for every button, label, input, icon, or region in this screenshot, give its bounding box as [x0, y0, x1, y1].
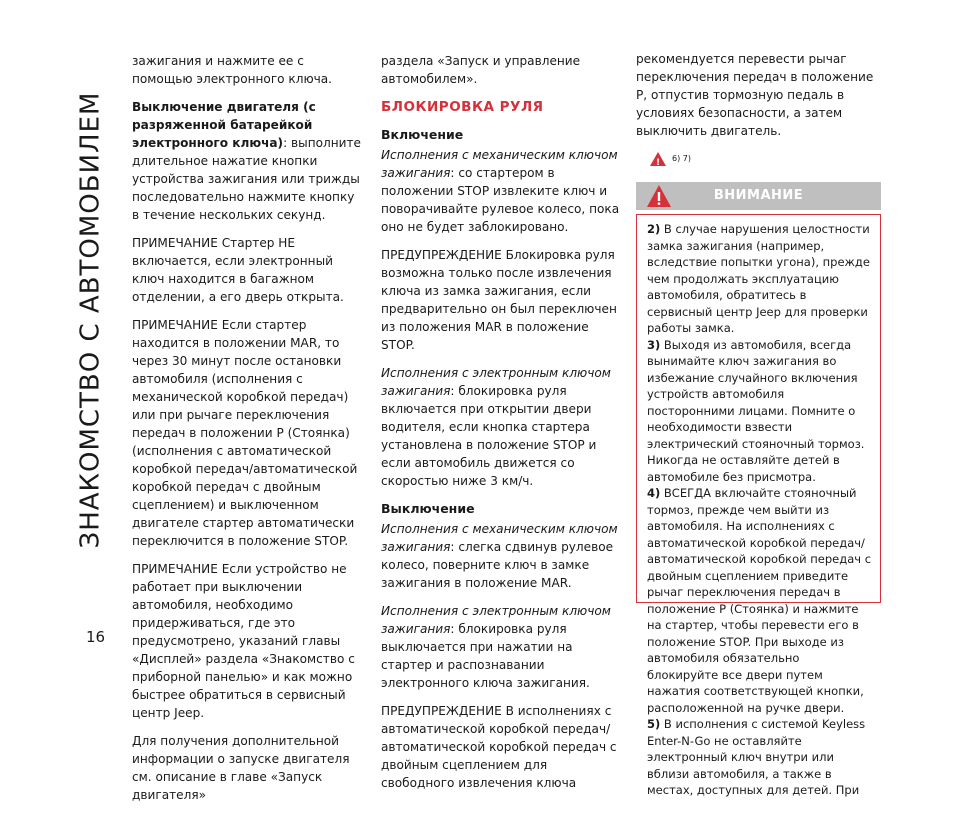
attention-item [647, 221, 874, 337]
attention-header [636, 182, 881, 210]
paragraph-text: : блокировка руля выключается при нажатии на стартер и распознавании электронного ключа зажигания. [381, 622, 590, 690]
note-paragraph: ПРИМЕЧАНИЕ Стартер НЕ включается, если электронный ключ находится в багажном отделении, а его дверь открыта. [132, 236, 344, 304]
paragraph [132, 98, 364, 224]
warning-triangle-icon [646, 184, 672, 208]
italic-term: Исполнения с электронным ключом зажигания [381, 366, 611, 398]
paragraph: Для получения дополнительной информации о запуске двигателя см. описание в главе «Запуск двигателя» [132, 734, 350, 802]
paragraph-text: : со стартером в положении STOP извлеките ключ и поворачивайте рулевое колесо, пока оно не будет заблокировано. [381, 166, 620, 234]
item-number: 2) [647, 222, 661, 236]
italic-term: Исполнения с механическим ключом зажигания [381, 522, 618, 554]
italic-term: Исполнения с электронным ключом зажигания [381, 604, 611, 636]
attention-item [647, 716, 874, 799]
attention-title: ВНИМАНИЕ [713, 188, 804, 203]
side-section-title [60, 40, 120, 600]
paragraph [381, 520, 621, 592]
attention-item [647, 485, 874, 716]
paragraph: раздела «Запуск и управление автомобилем». [381, 54, 581, 86]
warning-triangle-icon [650, 152, 666, 166]
paragraph [381, 602, 621, 692]
paragraph-text: : выполните длительное нажатие кнопки устройства зажигания или трижды последовательно нажмите кнопку в течение нескольких секунд. [132, 136, 361, 222]
paragraph: рекомендуется перевести рычаг переключения передач в положение P, отпустив тормозную педаль в условиях безопасности, а затем выключить двигатель. [636, 52, 874, 138]
warning-paragraph: ПРЕДУПРЕЖДЕНИЕ В исполнениях с автоматической коробкой передач/автоматической коробкой передач с двойным сцеплением для свободного извлечения ключа [381, 704, 617, 790]
warning-paragraph: ПРЕДУПРЕЖДЕНИЕ Блокировка руля возможна только после извлечения ключа из замка зажигания, если предварительно он был переключен из положения MAR в положение STOP. [381, 248, 617, 352]
item-number: 5) [647, 717, 661, 731]
note-paragraph: ПРИМЕЧАНИЕ Если устройство не работает при выключении автомобиля, необходимо придерживаться, где это предусмотрено, указаний главы «Дисплей» раздела «Знакомство с приборной панелью» и как можно быстрее обратиться в сервисный центр Jeep. [132, 562, 355, 720]
paragraph [381, 364, 621, 490]
subheading: Включение [381, 127, 464, 142]
section-heading: БЛОКИРОВКА РУЛЯ [381, 99, 544, 115]
column-3 [636, 50, 881, 797]
item-number: 4) [647, 486, 661, 500]
note-paragraph: ПРИМЕЧАНИЕ Если стартер находится в положении MAR, то через 30 минут после остановки автомобиля (исполнения с механической коробкой передач) или при рычаге переключения передач в положении P (Стоянка) (исполнения с автоматической коробкой передач/автоматической коробкой передач с двойным сцеплением) и выключенном двигателе стартер автоматически переключится в положение STOP. [132, 318, 358, 548]
reference-numbers: 6) 7) [672, 154, 691, 163]
subheading: Выключение [381, 501, 475, 516]
paragraph-text: : слегка сдвинув рулевое колесо, поверните ключ в замке зажигания в положение MAR. [381, 540, 614, 590]
paragraph [381, 146, 621, 236]
item-text: ВСЕГДА включайте стояночный тормоз, прежде чем выйти из автомобиля. На исполнениях с автоматической коробкой передач/автоматической коробкой передач с двойным сцеплением приведите рычаг переключения передач в положение P (Стоянка) и нажмите на стартер, чтобы перевести его в положение STOP. При выходе из автомобиля обязательно блокируйте все двери путем нажатия соответствующей кнопки, расположенной на ручке двери. [647, 486, 872, 715]
paragraph: зажигания и нажмите ее с помощью электронного ключа. [132, 54, 333, 86]
paragraph-text: : блокировка руля включается при открытии двери водителя, если кнопка стартера установлена в положение STOP и если автомобиль движется со скоростью ниже 3 км/ч. [381, 384, 597, 488]
item-number: 3) [647, 337, 661, 352]
attention-box [636, 214, 881, 797]
item-text: В исполнения с системой Keyless Enter-N-Go не оставляйте электронный ключ внутри или вблизи автомобиля, а также в местах, доступных для детей. При [647, 717, 866, 797]
column-1 [132, 52, 364, 814]
side-title-text: ЗНАКОМСТВО С АВТОМОБИЛЕМ [75, 91, 106, 549]
attention-item [647, 337, 874, 486]
item-text: В случае нарушения целостности замка зажигания (например, вследствие попытки угона), прежде чем продолжать эксплуатацию автомобиля, обратитесь в сервисный центр Jeep для проверки работы замка. [647, 222, 870, 335]
column-2 [381, 52, 621, 802]
item-text: Выходя из автомобиля, всегда вынимайте ключ зажигания во избежание случайного включения устройств автомобиля посторонними лицами. Помните о необходимости взвести электрический стояночный тормоз. Никогда не оставляйте детей в автомобиле без присмотра. [647, 337, 865, 484]
bold-term: Выключение двигателя (с разряженной батарейкой электронного ключа) [132, 100, 316, 150]
warning-reference [650, 150, 881, 168]
page-number: 16 [86, 628, 106, 646]
italic-term: Исполнения с механическим ключом зажигания [381, 148, 618, 180]
